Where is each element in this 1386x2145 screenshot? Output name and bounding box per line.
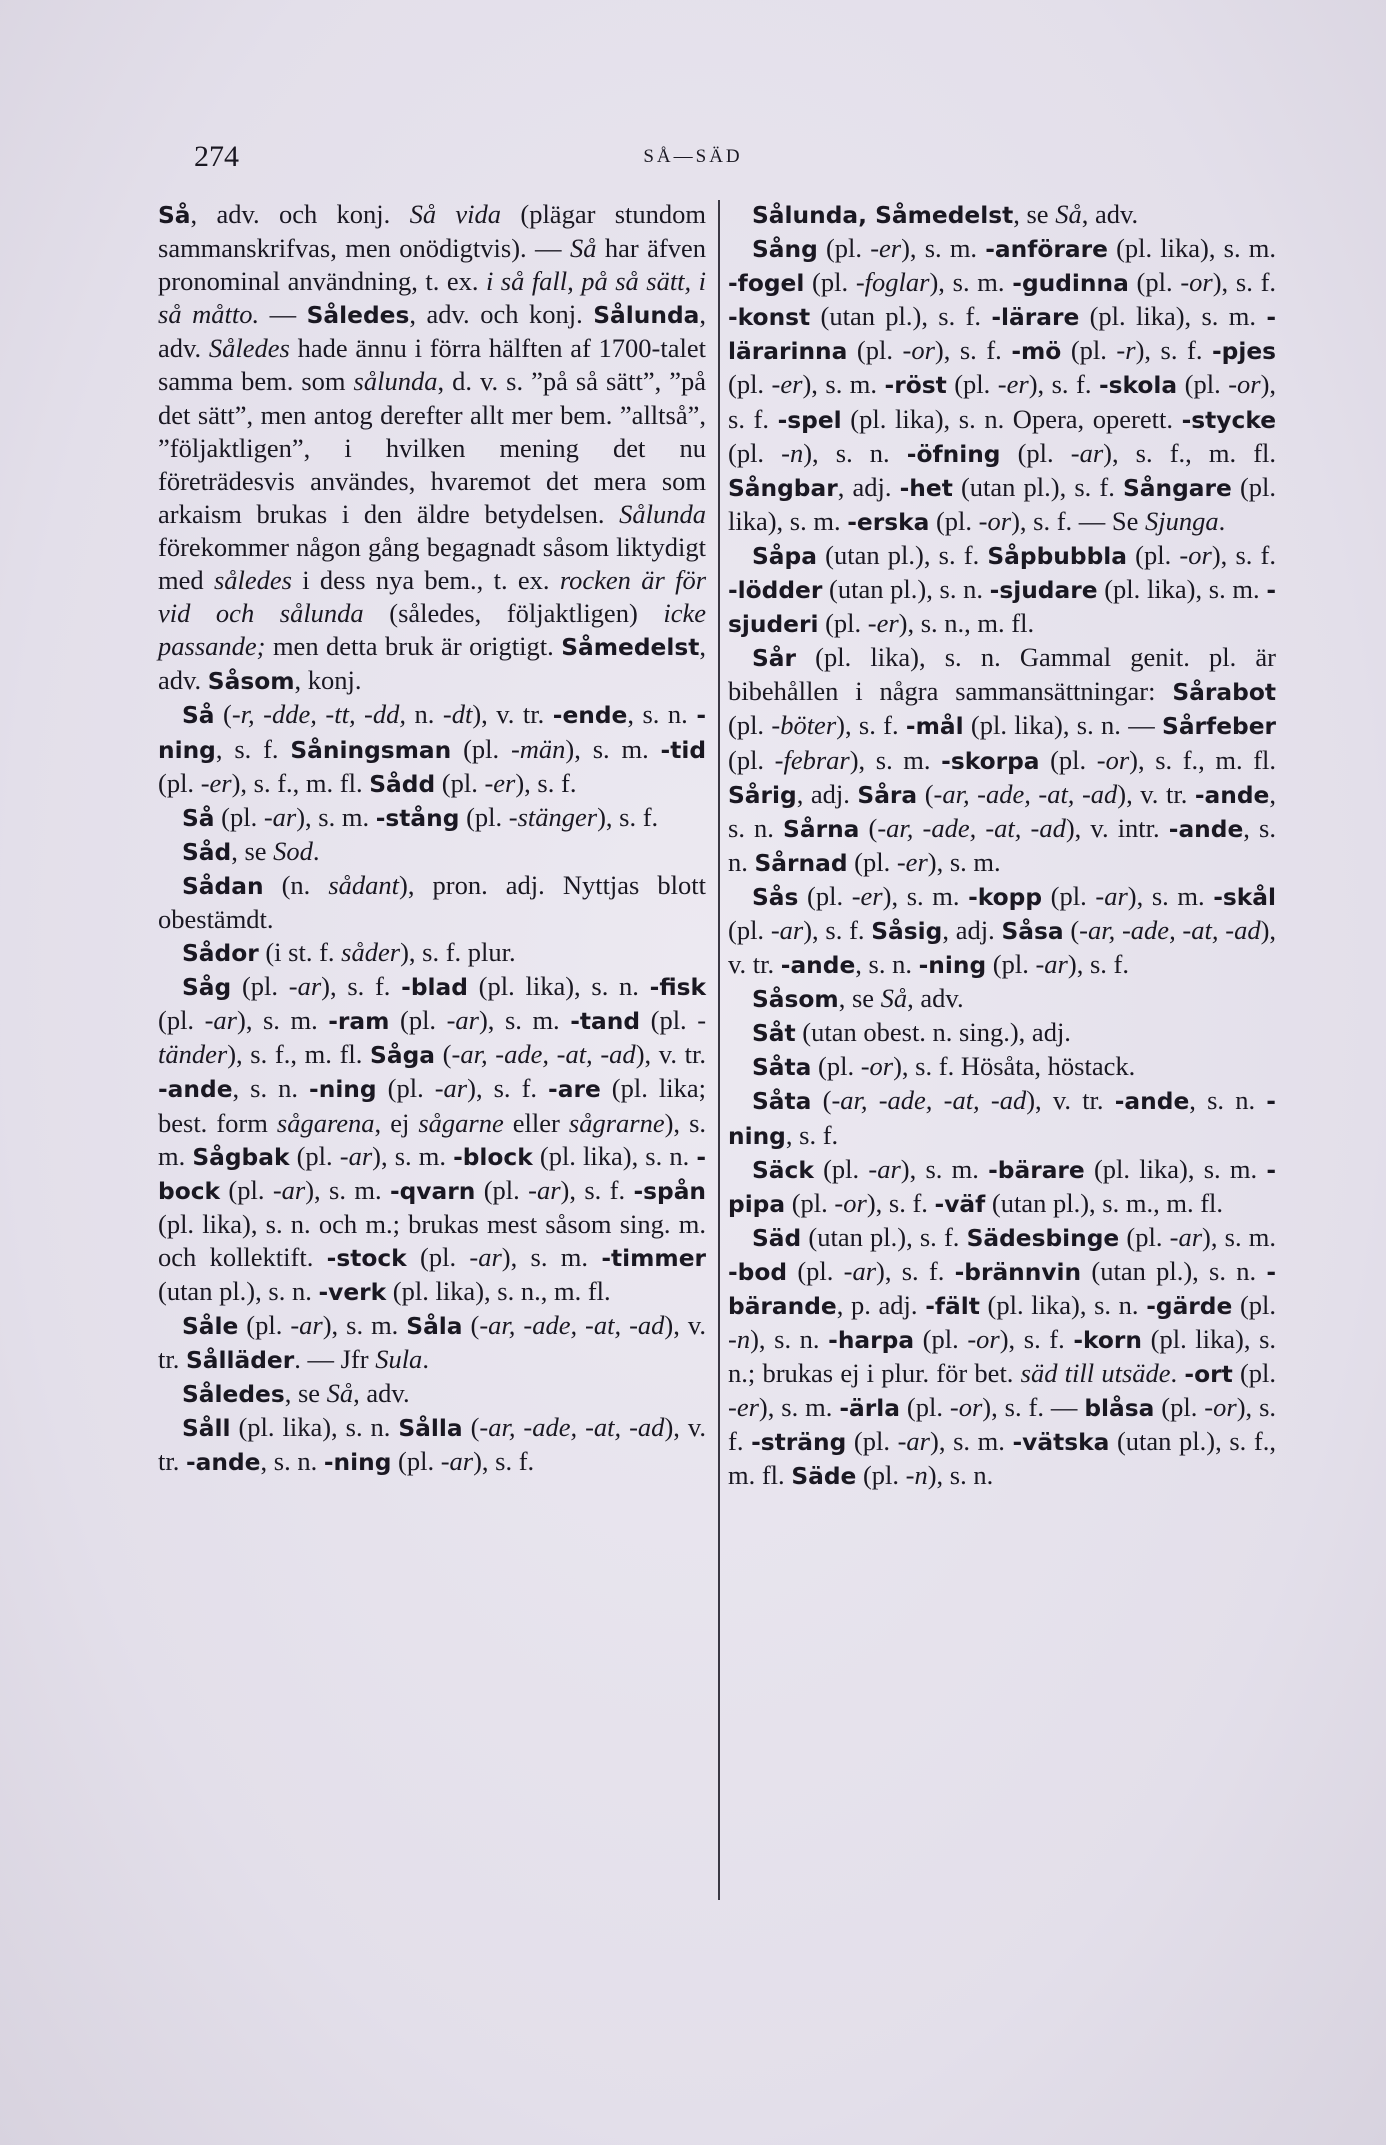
- dictionary-entry: Såd, se Sod.: [182, 835, 320, 866]
- dictionary-entry: Sås (pl. -er), s. m. -kopp (pl. -ar), s. m. -skål (pl. -ar), s. f. Såsig, adj. Såsa (-ar, -ade, -at, -ad), v. tr. -ande, s. n. -ning (pl. -ar), s. f.: [728, 880, 1277, 980]
- page-header: [150, 140, 1236, 180]
- dictionary-entry: Säck (pl. -ar), s. m. -bärare (pl. lika), s. m. -pipa (pl. -or), s. f. -väf (utan pl.), s. m., m. fl.: [728, 1153, 1277, 1218]
- dictionary-entry: Sår (pl. lika), s. n. Gammal genit. pl. är bibehållen i några sammansättningar: Sårabot (pl. -böter), s. f. -mål (pl. lika), s. n. — Sårfeber (pl. -febrar), s. m. -skorpa (pl. -or), s. f., m. fl. Sårig, adj. Såra (-ar, -ade, -at, -ad), v. tr. -ande, s. n. Sårna (-ar, -ade, -at, -ad), v. intr. -ande, s. n. Sårnad (pl. -er), s. m.: [728, 642, 1277, 877]
- dictionary-entry: Sådor (i st. f. såder), s. f. plur.: [182, 937, 516, 968]
- dictionary-entry: Så (pl. -ar), s. m. -stång (pl. -stänger), s. f.: [182, 801, 659, 832]
- dictionary-entry: Såg (pl. -ar), s. f. -blad (pl. lika), s. n. -fisk (pl. -ar), s. m. -ram (pl. -ar), s. m. -tand (pl. -tänder), s. f., m. fl. Såga (-ar, -ade, -at, -ad), v. tr. -ande, s. n. -ning (pl. -ar), s. f. -are (pl. lika; best. form sågarena, ej sågarne eller sågrarne), s. m. Sågbak (pl. -ar), s. m. -block (pl. lika), s. n. -bock (pl. -ar), s. m. -qvarn (pl. -ar), s. f. -spån (pl. lika), s. n. och m.; brukas mest såsom sing. m. och kollektift. -stock (pl. -ar), s. m. -timmer (utan pl.), s. n. -verk (pl. lika), s. n., m. fl.: [158, 971, 707, 1306]
- dictionary-entry: Såpa (utan pl.), s. f. Såpbubbla (pl. -or), s. f. -lödder (utan pl.), s. n. -sjudare (pl. lika), s. m. -sjuderi (pl. -er), s. n., m. fl.: [728, 539, 1277, 639]
- dictionary-entry: Sång (pl. -er), s. m. -anförare (pl. lika), s. m. -fogel (pl. -foglar), s. m. -gudinna (pl. -or), s. f. -konst (utan pl.), s. f. -lärare (pl. lika), s. m. -lärarinna (pl. -or), s. f. -mö (pl. -r), s. f. -pjes (pl. -er), s. m. -röst (pl. -er), s. f. -skola (pl. -or), s. f. -spel (pl. lika), s. n. Opera, operett. -stycke (pl. -n), s. n. -öfning (pl. -ar), s. f., m. fl. Sångbar, adj. -het (utan pl.), s. f. Sångare (pl. lika), s. m. -erska (pl. -or), s. f. — Se Sjunga.: [728, 233, 1277, 536]
- column-divider: [718, 200, 720, 1900]
- running-head: SÅ—SÄD: [643, 146, 743, 167]
- dictionary-entry: Såsom, se Så, adv.: [752, 983, 964, 1014]
- dictionary-entry: Således, se Så, adv.: [182, 1378, 410, 1409]
- dictionary-entry: Sålunda, Såmedelst, se Så, adv.: [752, 199, 1139, 229]
- dictionary-entry: Sådan (n. sådant), pron. adj. Nyttjas blott obestämdt.: [158, 869, 706, 934]
- left-column: [158, 198, 706, 1480]
- dictionary-entry: Såta (pl. -or), s. f. Hösåta, höstack.: [752, 1051, 1136, 1082]
- dictionary-entry: Såll (pl. lika), s. n. Sålla (-ar, -ade, -at, -ad), v. tr. -ande, s. n. -ning (pl. -ar), s. f.: [158, 1412, 706, 1477]
- dictionary-entry: Så, adv. och konj. Så vida (plägar stundom sammanskrifvas, men onödigtvis). — Så har äfven pronominal användning, t. ex. i så fall, på så sätt, i så måtto. — Således, adv. och konj. Sålunda, adv. Således hade ännu i förra hälften af 1700-talet samma bem. som sålunda, d. v. s. ”på så sätt”, ”på det sätt”, men antog derefter allt mer bem. ”alltså”, ”följaktligen”, i hvilken mening det nu företrädesvis användes, hvaremot det mera som arkaism brukas i den äldre betydelsen. Sålunda förekommer någon gång begagnadt såsom liktydigt med således i dess nya bem., t. ex. rocken är för vid och sålunda (således, följaktligen) icke passande; men detta bruk är origtigt. Såmedelst, adv. Såsom, konj.: [158, 199, 707, 696]
- page-number: 274: [194, 140, 239, 173]
- dictionary-entry: Såle (pl. -ar), s. m. Såla (-ar, -ade, -at, -ad), v. tr. Sålläder. — Jfr Sula.: [158, 1310, 706, 1375]
- dictionary-entry: Så (-r, -dde, -tt, -dd, n. -dt), v. tr. -ende, s. n. -ning, s. f. Såningsman (pl. -män), s. m. -tid (pl. -er), s. f., m. fl. Sådd (pl. -er), s. f.: [158, 699, 707, 798]
- dictionary-entry: Såta (-ar, -ade, -at, -ad), v. tr. -ande, s. n. -ning, s. f.: [728, 1085, 1276, 1150]
- dictionary-entry: Såt (utan obest. n. sing.), adj.: [752, 1017, 1071, 1048]
- dictionary-entry: Säd (utan pl.), s. f. Sädesbinge (pl. -ar), s. m. -bod (pl. -ar), s. f. -brännvin (utan pl.), s. n. -bärande, p. adj. -fält (pl. lika), s. n. -gärde (pl. -n), s. n. -harpa (pl. -or), s. f. -korn (pl. lika), s. n.; brukas ej i plur. för bet. säd till utsäde. -ort (pl. -er), s. m. -ärla (pl. -or), s. f. — blåsa (pl. -or), s. f. -sträng (pl. -ar), s. m. -vätska (utan pl.), s. f., m. fl. Säde (pl. -n), s. n.: [728, 1221, 1277, 1491]
- right-column: [728, 198, 1276, 1494]
